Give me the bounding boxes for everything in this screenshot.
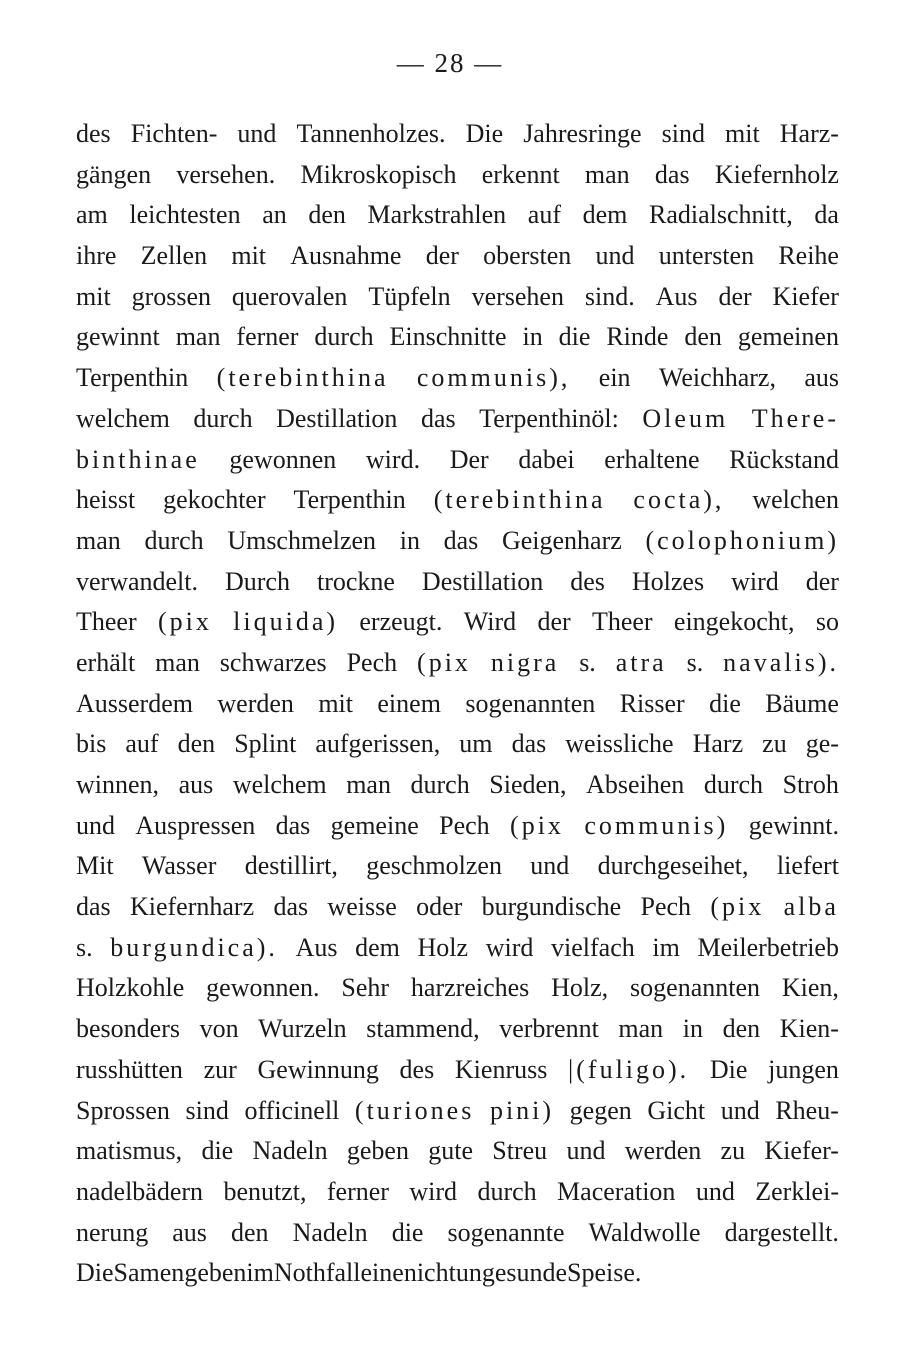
word: gewinnt. bbox=[748, 810, 839, 840]
word: Terpenthin bbox=[76, 363, 189, 393]
text-line bbox=[76, 968, 839, 1009]
word: des bbox=[570, 566, 605, 596]
word: weisse bbox=[327, 892, 397, 922]
word: und bbox=[695, 1176, 735, 1206]
word: atra bbox=[615, 647, 667, 677]
word: Die bbox=[76, 1258, 114, 1288]
word: gemeinen bbox=[737, 322, 839, 352]
word: schwarzes bbox=[219, 647, 327, 677]
word: gegen bbox=[569, 1095, 632, 1125]
text-line bbox=[76, 399, 839, 440]
word: sogenannten bbox=[465, 688, 596, 718]
word: und bbox=[566, 1136, 606, 1166]
word: (pix bbox=[417, 647, 471, 677]
word: das bbox=[76, 892, 111, 922]
word: Die bbox=[465, 119, 504, 148]
word: den bbox=[722, 1014, 761, 1044]
word: gewonnen. bbox=[206, 973, 320, 1003]
word: bis bbox=[76, 729, 107, 759]
word: communis), bbox=[416, 363, 571, 393]
word: da bbox=[814, 200, 839, 230]
word: Weichharz, bbox=[658, 363, 776, 393]
word: welchem bbox=[76, 403, 170, 433]
word: einem bbox=[377, 688, 441, 718]
word: Harz- bbox=[779, 119, 839, 148]
word: das bbox=[273, 892, 309, 922]
word: das bbox=[443, 525, 479, 555]
word: wird bbox=[731, 566, 779, 596]
word: Tannenholzes. bbox=[296, 119, 446, 148]
word: man bbox=[175, 322, 221, 352]
word: s. bbox=[76, 932, 93, 962]
word: die bbox=[709, 688, 741, 718]
word: heisst bbox=[76, 485, 136, 515]
word: auf bbox=[527, 200, 561, 230]
word: Destillation bbox=[421, 566, 544, 596]
text-line bbox=[76, 480, 839, 521]
text-line bbox=[76, 114, 839, 155]
word: Oleum bbox=[642, 403, 729, 433]
word: dabei bbox=[518, 444, 575, 474]
word: oder bbox=[416, 892, 463, 922]
word: Pech bbox=[640, 892, 692, 922]
text-line bbox=[76, 317, 839, 358]
word: durch bbox=[193, 403, 253, 433]
word: erhält bbox=[76, 647, 136, 677]
word: Rheu- bbox=[775, 1095, 839, 1125]
word: (terebinthina bbox=[433, 485, 606, 515]
word: stammend, bbox=[366, 1014, 480, 1044]
text-line bbox=[76, 684, 839, 725]
word: Fichten- bbox=[130, 119, 218, 148]
word: sind bbox=[661, 119, 705, 148]
word: Wasser bbox=[141, 851, 217, 881]
word: weissliche bbox=[565, 729, 674, 759]
word: gemeine bbox=[330, 810, 419, 840]
word: Streu bbox=[492, 1136, 548, 1166]
word: aus bbox=[172, 1217, 207, 1247]
word: man bbox=[618, 1014, 664, 1044]
word: There- bbox=[751, 403, 839, 433]
word: und bbox=[530, 851, 570, 881]
word: navalis). bbox=[723, 647, 839, 677]
word: Splint bbox=[234, 729, 297, 759]
word: ge- bbox=[805, 729, 839, 759]
word: Zerklei- bbox=[755, 1176, 839, 1206]
word: werden bbox=[217, 688, 294, 718]
text-line bbox=[76, 358, 839, 399]
word: den bbox=[684, 322, 722, 352]
word: eingekocht, bbox=[673, 607, 795, 637]
word: obersten bbox=[483, 241, 572, 271]
word: den bbox=[230, 1217, 269, 1247]
word: und bbox=[595, 241, 635, 271]
word: Der bbox=[449, 444, 489, 474]
word: (terebinthina bbox=[216, 363, 389, 393]
word: russhütten bbox=[76, 1054, 183, 1084]
word: dem bbox=[355, 932, 400, 962]
text-line bbox=[76, 1253, 839, 1294]
word: Wird bbox=[463, 607, 517, 637]
word: aus bbox=[804, 363, 839, 393]
text-line bbox=[76, 846, 839, 887]
word: man bbox=[155, 647, 200, 677]
word: Umschmelzen bbox=[227, 525, 377, 555]
text-line bbox=[76, 724, 839, 765]
word: geben bbox=[346, 1136, 409, 1166]
word: Theer bbox=[591, 607, 653, 637]
word: trockne bbox=[316, 566, 395, 596]
word: burgundica). bbox=[110, 932, 278, 962]
word: den bbox=[177, 729, 216, 759]
word: eine bbox=[360, 1258, 404, 1288]
word: harzreiches bbox=[410, 973, 530, 1003]
word: Kiefer- bbox=[764, 1136, 839, 1166]
word: versehen. bbox=[176, 159, 276, 189]
word: liquida) bbox=[233, 607, 339, 637]
word: (turiones bbox=[354, 1095, 475, 1125]
word: winnen, bbox=[76, 770, 160, 799]
word: Radialschnitt, bbox=[649, 200, 793, 230]
text-line bbox=[76, 440, 839, 481]
word: verbrennt bbox=[499, 1014, 599, 1044]
word: untersten bbox=[658, 241, 755, 271]
word: werden bbox=[624, 1136, 702, 1166]
word: durch bbox=[144, 525, 204, 555]
word: leichtesten bbox=[129, 200, 241, 230]
word: Kiefer bbox=[772, 281, 839, 311]
word: mit bbox=[725, 119, 760, 148]
word: Holzes bbox=[631, 566, 705, 596]
word: Meilerbetrieb bbox=[697, 932, 839, 962]
word: in bbox=[522, 322, 543, 352]
word: man bbox=[76, 525, 121, 555]
word: der bbox=[805, 566, 839, 596]
word: Pech bbox=[439, 810, 490, 840]
word: ihre bbox=[76, 241, 117, 271]
word: Abseihen bbox=[586, 770, 685, 799]
word: welchen bbox=[752, 485, 839, 515]
text-line bbox=[76, 1091, 839, 1132]
word: durch bbox=[703, 770, 764, 799]
word: an bbox=[262, 200, 287, 230]
word: das bbox=[275, 810, 311, 840]
word: zur bbox=[203, 1054, 237, 1084]
word: das bbox=[654, 159, 690, 189]
text-line bbox=[76, 1172, 839, 1213]
word: im bbox=[652, 932, 680, 962]
word: Gewinnung bbox=[257, 1054, 379, 1084]
word: Waldwolle bbox=[588, 1217, 701, 1247]
word: liefert bbox=[776, 851, 839, 881]
word: gewinnt bbox=[76, 322, 160, 352]
word: Reihe bbox=[778, 241, 839, 271]
word: ungesunde bbox=[455, 1258, 568, 1288]
word: benutzt, bbox=[223, 1176, 307, 1206]
text-line bbox=[76, 521, 839, 562]
text-line bbox=[76, 887, 839, 928]
word: jungen bbox=[768, 1054, 839, 1084]
word: Kiefernharz bbox=[129, 892, 255, 922]
page-number: — 28 — bbox=[396, 48, 504, 78]
word: Sehr bbox=[341, 973, 390, 1003]
text-line bbox=[76, 195, 839, 236]
word: gute bbox=[428, 1136, 474, 1166]
word: welchem bbox=[232, 770, 327, 799]
text-line bbox=[76, 277, 839, 318]
word: Gicht bbox=[647, 1095, 706, 1125]
word: das bbox=[511, 729, 547, 759]
text-line bbox=[76, 806, 839, 847]
word: Risser bbox=[619, 688, 685, 718]
word: burgundische bbox=[481, 892, 622, 922]
word: um bbox=[459, 729, 493, 759]
word: Einschnitte bbox=[389, 322, 507, 352]
word: wird bbox=[409, 1176, 458, 1206]
word: zu bbox=[762, 729, 787, 759]
word: Maceration bbox=[557, 1176, 676, 1206]
word: Kienruss bbox=[454, 1054, 548, 1084]
text-line bbox=[76, 1213, 839, 1254]
word: vielfach bbox=[551, 932, 635, 962]
word: gekochter bbox=[163, 485, 266, 515]
word: den bbox=[308, 200, 346, 230]
word: Theer bbox=[76, 607, 137, 637]
word: Pech bbox=[346, 647, 398, 677]
word: Rinde bbox=[606, 322, 669, 352]
word: sind bbox=[185, 1095, 229, 1125]
word: gewonnen bbox=[229, 444, 337, 474]
text-line bbox=[76, 562, 839, 603]
text-line bbox=[76, 765, 839, 806]
word: Geigenharz bbox=[501, 525, 622, 555]
word: ein bbox=[598, 363, 631, 393]
word: grossen bbox=[131, 281, 212, 311]
body-text bbox=[76, 114, 839, 1294]
word: Destillation bbox=[276, 403, 398, 433]
word: binthinae bbox=[76, 444, 200, 474]
text-line bbox=[76, 602, 839, 643]
word: am bbox=[76, 200, 108, 230]
word: Holz, bbox=[551, 973, 609, 1003]
word: Tüpfeln bbox=[368, 281, 451, 311]
word: Die bbox=[709, 1054, 748, 1084]
word: Mit bbox=[76, 851, 114, 881]
word: der bbox=[718, 281, 752, 311]
word: man bbox=[346, 770, 391, 799]
word: des bbox=[399, 1054, 435, 1084]
word: (pix bbox=[510, 810, 564, 840]
word: |(fuligo). bbox=[568, 1054, 690, 1084]
word: nerung bbox=[76, 1217, 149, 1247]
word: der bbox=[425, 241, 459, 271]
word: besonders bbox=[76, 1014, 180, 1044]
text-line bbox=[76, 236, 839, 277]
word: ferner bbox=[326, 1176, 389, 1206]
word: Kiefernholz bbox=[714, 159, 839, 189]
word: im bbox=[246, 1258, 274, 1288]
word: querovalen bbox=[231, 281, 348, 311]
word: geschmolzen bbox=[366, 851, 502, 881]
word: Speise. bbox=[567, 1258, 642, 1288]
word: wird. bbox=[365, 444, 421, 474]
word: pini) bbox=[489, 1095, 555, 1125]
word: Aus bbox=[655, 281, 698, 311]
word: der bbox=[537, 607, 571, 637]
text-line bbox=[76, 1009, 839, 1050]
word: sind. bbox=[584, 281, 635, 311]
word: nigra bbox=[490, 647, 560, 677]
word: Ausnahme bbox=[290, 241, 402, 271]
word: mit bbox=[318, 688, 353, 718]
word: Sprossen bbox=[76, 1095, 170, 1125]
word: Auspressen bbox=[135, 810, 256, 840]
word: matismus, bbox=[76, 1136, 183, 1166]
word: s. bbox=[686, 647, 704, 677]
text-line bbox=[76, 155, 839, 196]
text-line bbox=[76, 643, 839, 684]
word: und bbox=[720, 1095, 760, 1125]
word: dem bbox=[582, 200, 628, 230]
word: das bbox=[420, 403, 456, 433]
word: Holz bbox=[417, 932, 469, 962]
word: (pix bbox=[710, 892, 765, 922]
word: Jahresringe bbox=[523, 119, 642, 148]
word: von bbox=[199, 1014, 239, 1044]
word: die bbox=[201, 1136, 234, 1166]
word: Nothfall bbox=[273, 1258, 361, 1288]
word: Nadeln bbox=[252, 1136, 328, 1166]
word: verwandelt. bbox=[76, 566, 199, 596]
word: aus bbox=[178, 770, 214, 799]
word: und bbox=[237, 119, 277, 148]
word: Sieden, bbox=[489, 770, 567, 799]
word: sogenannten bbox=[630, 973, 761, 1003]
word: Kien, bbox=[781, 973, 839, 1003]
text-line bbox=[76, 1050, 839, 1091]
word: wird bbox=[485, 932, 534, 962]
word: alba bbox=[783, 892, 839, 922]
word: (colophonium) bbox=[645, 525, 839, 555]
word: Holzkohle bbox=[76, 973, 185, 1003]
word: Zellen bbox=[140, 241, 208, 271]
word: in bbox=[399, 525, 420, 555]
word: erzeugt. bbox=[359, 607, 443, 637]
word: so bbox=[815, 607, 839, 637]
word: in bbox=[682, 1014, 704, 1044]
word: Kien- bbox=[779, 1014, 839, 1044]
word: s. bbox=[579, 647, 596, 677]
word: die bbox=[391, 1217, 424, 1247]
word: gängen bbox=[76, 159, 152, 189]
word: Mikroskopisch bbox=[300, 159, 457, 189]
word: aufgerissen, bbox=[315, 729, 441, 759]
word: sogenannte bbox=[447, 1217, 565, 1247]
word: nadelbädern bbox=[76, 1176, 204, 1206]
word: ferner bbox=[236, 322, 299, 352]
word: (pix bbox=[157, 607, 212, 637]
word: auf bbox=[125, 729, 159, 759]
word: Markstrahlen bbox=[367, 200, 507, 230]
word: Terpenthinöl: bbox=[479, 403, 619, 433]
word: durch bbox=[314, 322, 374, 352]
text-line bbox=[76, 928, 839, 969]
word: cocta), bbox=[633, 485, 725, 515]
word: Ausserdem bbox=[76, 688, 193, 718]
word: communis) bbox=[584, 810, 729, 840]
word: und bbox=[76, 810, 115, 840]
word: mit bbox=[231, 241, 267, 271]
text-line bbox=[76, 1131, 839, 1172]
word: zu bbox=[720, 1136, 746, 1166]
word: durch bbox=[410, 770, 470, 799]
word: die bbox=[558, 322, 591, 352]
word: man bbox=[584, 159, 630, 189]
word: Aus bbox=[295, 932, 338, 962]
word: Stroh bbox=[782, 770, 839, 799]
word: nicht bbox=[403, 1258, 456, 1288]
word: Nadeln bbox=[292, 1217, 368, 1247]
word: mit bbox=[76, 281, 111, 311]
word: Bäume bbox=[765, 688, 839, 718]
word: officinell bbox=[244, 1095, 340, 1125]
word: destillirt, bbox=[244, 851, 338, 881]
word: durch bbox=[477, 1176, 537, 1206]
word: Rückstand bbox=[729, 444, 839, 474]
word: erhaltene bbox=[604, 444, 700, 474]
word: Wurzeln bbox=[258, 1014, 347, 1044]
word: versehen bbox=[471, 281, 564, 311]
word: des bbox=[76, 119, 111, 148]
word: erkennt bbox=[481, 159, 560, 189]
word: dargestellt. bbox=[724, 1217, 839, 1247]
word: Durch bbox=[225, 566, 290, 596]
word: geben bbox=[184, 1258, 247, 1288]
word: Terpenthin bbox=[293, 485, 406, 515]
word: Samen bbox=[113, 1258, 185, 1288]
word: durchgeseihet, bbox=[597, 851, 749, 881]
word: Harz bbox=[692, 729, 744, 759]
